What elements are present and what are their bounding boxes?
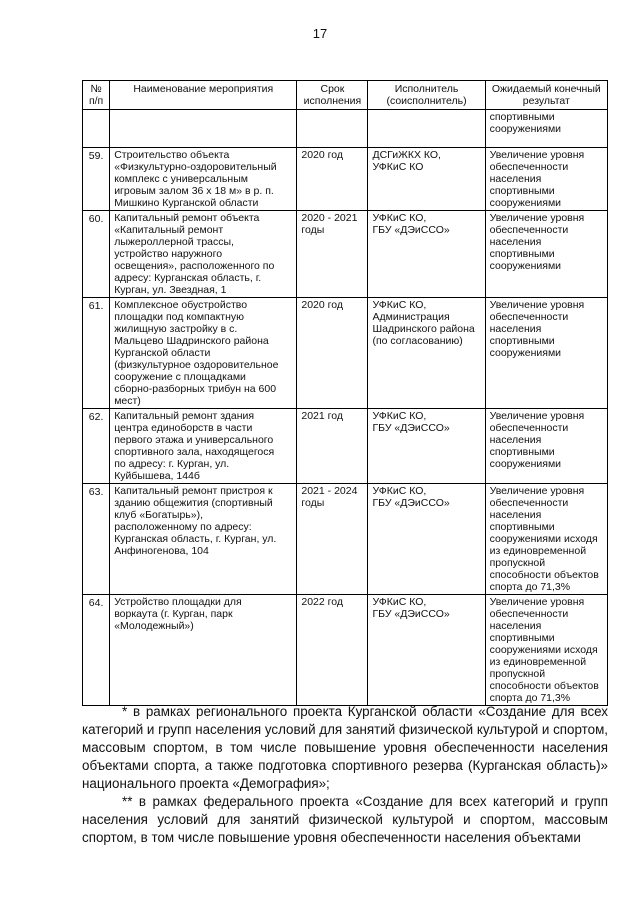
cell-executor: ДСГиЖКХ КО, УФКиС КО [368, 148, 485, 211]
cell-name: Капитальный ремонт пристроя к зданию общежития (спортивный клуб «Богатырь»), расположенному по адресу: Курганская область, г. Курган, ул. Анфиногенова, 104 [110, 484, 297, 595]
cell-term: 2020 - 2021 годы [297, 211, 368, 298]
cell-num: 60. [83, 211, 110, 298]
cell-name: Капитальный ремонт здания центра единоборств в части первого этажа и универсального спортивного зала, находящегося по адресу: г. Курган, ул. Куйбышева, 144б [110, 409, 297, 484]
cell-name: Комплексное обустройство площадки под компактную жилищную застройку в с. Мальцево Шадринского района Курганской области (физкультурное оздоровительное сооружение с площадками сборно-разборных трибун на 600 мест) [110, 298, 297, 409]
table-row [83, 595, 608, 706]
cell-term: 2020 год [297, 148, 368, 211]
page-number: 17 [312, 26, 328, 41]
cell-num: 63. [83, 484, 110, 595]
cell-result: Увеличение уровня обеспеченности населения спортивными сооружениями исходя из единовременной пропускной способности объектов спорта до 71,3% [485, 484, 607, 595]
table-row [83, 148, 608, 211]
header-term: Срок исполнения [297, 81, 368, 110]
cell-term: 2022 год [297, 595, 368, 706]
cell-executor [368, 110, 485, 148]
cell-executor: УФКиС КО, ГБУ «ДЭиССО» [368, 484, 485, 595]
cell-result: Увеличение уровня обеспеченности населения спортивными сооружениями исходя из единовременной пропускной способности объектов спорта до 71,3% [485, 595, 607, 706]
cell-term: 2021 - 2024 годы [297, 484, 368, 595]
table-row [83, 484, 608, 595]
footnote-regional-project: * в рамках регионального проекта Курганской области «Создание для всех категорий и групп населения условий для занятий физической культурой и спортом, массовым спортом, в том числе повышение уровня обеспеченности населения объектами спорта, а также подготовка спортивного резерва (Курганская область)» национального проекта «Демография»; [82, 704, 609, 791]
table-row-continuation [83, 110, 608, 148]
cell-num: 59. [83, 148, 110, 211]
header-result: Ожидаемый конечный результат [485, 81, 607, 110]
cell-executor: УФКиС КО, Администрация Шадринского района (по согласованию) [368, 298, 485, 409]
cell-result: Увеличение уровня обеспеченности населения спортивными сооружениями [485, 409, 607, 484]
footnotes [82, 703, 608, 847]
cell-result: Увеличение уровня обеспеченности населения спортивными сооружениями [485, 148, 607, 211]
cell-name: Устройство площадки для воркаута (г. Курган, парк «Молодежный») [110, 595, 297, 706]
table-row [83, 298, 608, 409]
cell-result: Увеличение уровня обеспеченности населения спортивными сооружениями [485, 211, 607, 298]
cell-term: 2020 год [297, 298, 368, 409]
table-row [83, 211, 608, 298]
header-executor: Исполнитель (соисполнитель) [368, 81, 485, 110]
cell-executor: УФКиС КО, ГБУ «ДЭиССО» [368, 595, 485, 706]
table-row [83, 409, 608, 484]
cell-term: 2021 год [297, 409, 368, 484]
cell-executor: УФКиС КО, ГБУ «ДЭиССО» [368, 409, 485, 484]
header-name: Наименование мероприятия [110, 81, 297, 110]
cell-term [297, 110, 368, 148]
cell-name [110, 110, 297, 148]
header-num: № п/п [83, 81, 110, 110]
cell-result: спортивными сооружениями [485, 110, 607, 148]
cell-num: 61. [83, 298, 110, 409]
cell-executor: УФКиС КО, ГБУ «ДЭиССО» [368, 211, 485, 298]
cell-result: Увеличение уровня обеспеченности населения спортивными сооружениями [485, 298, 607, 409]
cell-num [83, 110, 110, 148]
cell-num: 62. [83, 409, 110, 484]
cell-name: Капитальный ремонт объекта «Капитальный ремонт лыжероллерной трассы, устройство наружного освещения», расположенного по адресу: Курганская область, г. Курган, ул. Звездная, 1 [110, 211, 297, 298]
cell-num: 64. [83, 595, 110, 706]
table-header-row [83, 81, 608, 110]
measures-table [82, 80, 608, 706]
footnote-federal-project: ** в рамках федерального проекта «Создание для всех категорий и групп населения условий для занятий физической культурой и спортом, массовым спортом, в том числе повышение уровня обеспеченности населения объектами [82, 794, 608, 845]
cell-name: Строительство объекта «Физкультурно-оздоровительный комплекс с универсальным игровым залом 36 х 18 м» в р. п. Мишкино Курганской области [110, 148, 297, 211]
